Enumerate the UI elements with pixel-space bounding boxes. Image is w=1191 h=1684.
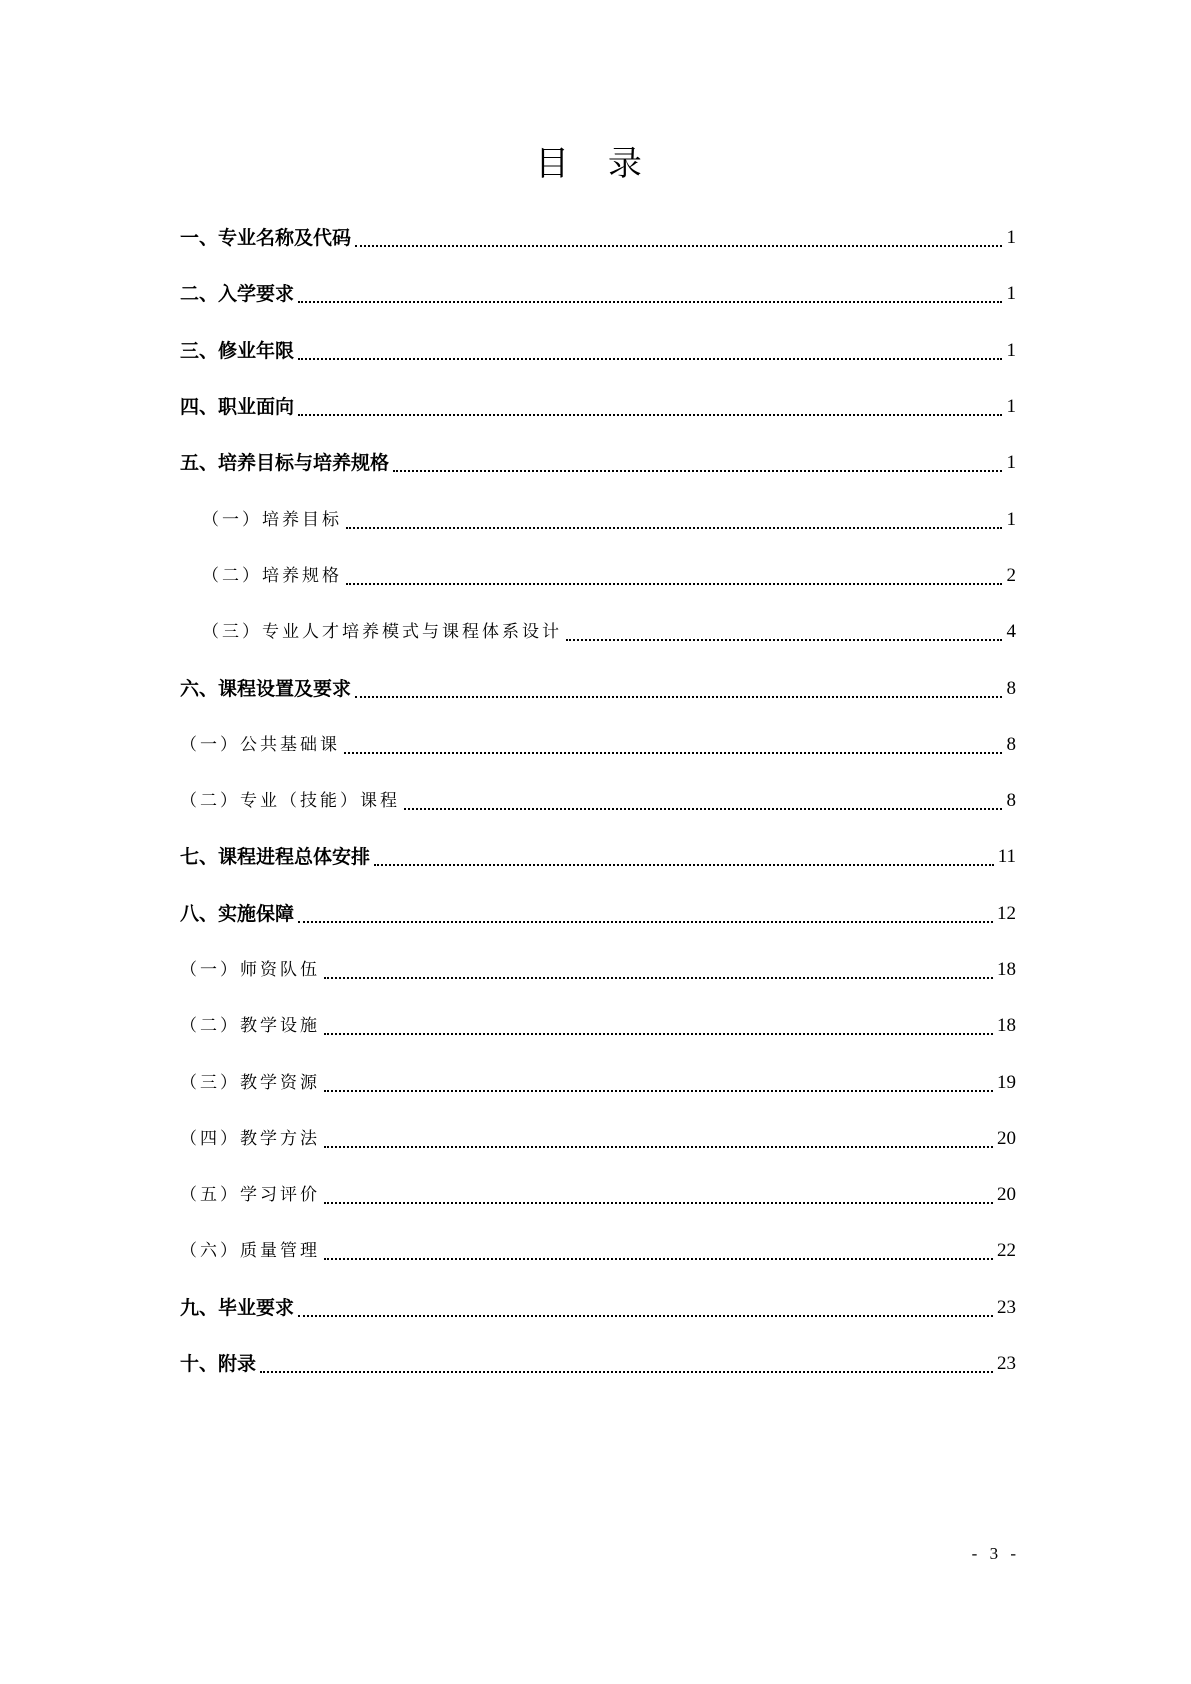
toc-dot-leader [344, 752, 1002, 754]
toc-entry[interactable] [180, 1223, 1016, 1279]
toc-entry-page-number: 1 [1006, 227, 1016, 249]
toc-entry-label: （一）师资队伍 [180, 960, 320, 980]
toc-entry[interactable] [180, 1111, 1016, 1167]
toc-entry-page-number: 12 [997, 902, 1016, 924]
toc-entry[interactable] [180, 1336, 1016, 1392]
toc-entry-page-number: 23 [997, 1296, 1016, 1318]
toc-dot-leader [298, 414, 1002, 416]
toc-entry[interactable] [180, 379, 1016, 435]
toc-entry[interactable] [180, 1167, 1016, 1223]
toc-entry-label: （五）学习评价 [180, 1185, 320, 1206]
toc-entry-page-number: 19 [997, 1071, 1016, 1093]
page-title: 目 录 [535, 144, 656, 184]
toc-entry[interactable] [180, 1280, 1016, 1336]
toc-entry-page-number: 1 [1006, 396, 1016, 418]
toc-entry-page-number: 23 [997, 1353, 1016, 1375]
toc-entry-page-number: 1 [1006, 283, 1016, 305]
toc-entry-page-number: 22 [997, 1240, 1016, 1262]
toc-entry[interactable] [180, 266, 1016, 322]
toc-dot-leader [346, 527, 1002, 529]
toc-entry-label: 八、实施保障 [180, 902, 295, 925]
toc-entry[interactable] [180, 886, 1016, 942]
table-of-contents [180, 210, 1016, 1392]
toc-dot-leader [260, 1371, 993, 1373]
toc-entry[interactable] [180, 323, 1016, 379]
toc-entry[interactable] [180, 717, 1016, 773]
toc-entry-label: （四）教学方法 [180, 1128, 320, 1149]
toc-entry[interactable] [180, 548, 1016, 604]
toc-entry[interactable] [180, 491, 1016, 547]
toc-entry-label: （二）培养规格 [202, 565, 342, 586]
toc-entry[interactable] [180, 1054, 1016, 1110]
toc-dot-leader [324, 1090, 993, 1092]
toc-entry-label: 十、附录 [180, 1353, 257, 1376]
toc-entry-label: （一）培养目标 [202, 509, 342, 530]
toc-entry-label: （六）质量管理 [180, 1241, 320, 1262]
toc-entry-page-number: 1 [1006, 339, 1016, 361]
toc-entry[interactable] [180, 435, 1016, 491]
toc-entry-page-number: 4 [1006, 621, 1016, 643]
toc-entry-page-number: 8 [1006, 733, 1016, 755]
toc-dot-leader [324, 977, 993, 979]
toc-entry[interactable] [180, 604, 1016, 660]
toc-entry-label: 二、入学要求 [180, 283, 295, 306]
toc-dot-leader [324, 1258, 993, 1260]
toc-entry[interactable] [180, 942, 1016, 998]
toc-dot-leader [355, 696, 1002, 698]
toc-dot-leader [298, 921, 993, 923]
toc-entry-label: （三）专业人才培养模式与课程体系设计 [202, 622, 562, 643]
toc-dot-leader [374, 864, 994, 866]
toc-entry-label: （一）公共基础课 [180, 734, 340, 755]
page-number: - 3 - [971, 1544, 1020, 1563]
toc-entry-label: 九、毕业要求 [180, 1296, 295, 1319]
toc-dot-leader [393, 470, 1002, 472]
toc-dot-leader [298, 358, 1002, 360]
toc-entry-page-number: 11 [997, 846, 1016, 868]
toc-entry-label: 七、课程进程总体安排 [180, 846, 371, 869]
toc-entry-label: 六、课程设置及要求 [180, 677, 352, 700]
toc-entry-label: （二）教学设施 [180, 1016, 320, 1037]
toc-entry-page-number: 18 [997, 959, 1016, 980]
toc-dot-leader [404, 808, 1002, 810]
toc-entry-label: （二）专业（技能）课程 [180, 791, 400, 812]
toc-entry-label: 四、职业面向 [180, 396, 295, 419]
toc-entry[interactable] [180, 660, 1016, 716]
toc-dot-leader [298, 1315, 993, 1317]
toc-entry-label: 三、修业年限 [180, 339, 295, 362]
toc-entry-page-number: 20 [997, 1184, 1016, 1206]
toc-entry[interactable] [180, 998, 1016, 1054]
toc-dot-leader [324, 1146, 993, 1148]
toc-entry-label: 一、专业名称及代码 [180, 227, 352, 250]
toc-dot-leader [355, 245, 1002, 247]
toc-entry-page-number: 8 [1006, 790, 1016, 812]
toc-entry-label: 五、培养目标与培养规格 [180, 452, 390, 475]
toc-entry[interactable] [180, 829, 1016, 885]
toc-entry-page-number: 1 [1006, 452, 1016, 474]
toc-entry-label: （三）教学资源 [180, 1072, 320, 1093]
toc-entry[interactable] [180, 773, 1016, 829]
toc-dot-leader [324, 1033, 993, 1035]
toc-dot-leader [298, 301, 1002, 303]
toc-entry-page-number: 8 [1006, 677, 1016, 699]
toc-entry-page-number: 20 [997, 1127, 1016, 1149]
toc-dot-leader [346, 583, 1002, 585]
toc-dot-leader [324, 1202, 993, 1204]
toc-entry-page-number: 2 [1006, 564, 1016, 586]
toc-entry-page-number: 18 [997, 1015, 1016, 1037]
toc-dot-leader [566, 639, 1002, 641]
toc-entry-page-number: 1 [1006, 508, 1016, 530]
toc-entry[interactable] [180, 210, 1016, 266]
